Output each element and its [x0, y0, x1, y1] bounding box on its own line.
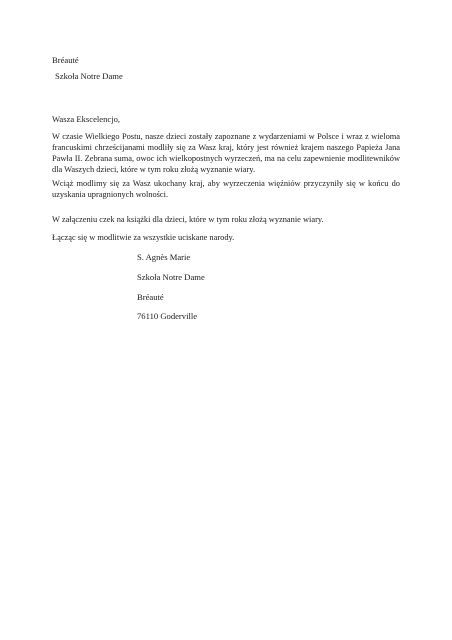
paragraph-3 — [52, 214, 400, 225]
paragraph-2 — [52, 178, 400, 200]
paragraph-1 — [52, 131, 400, 175]
paragraph-3-text: W załączeniu czek na książki dla dzieci, które w tym roku złożą wyznanie wiary. — [52, 215, 324, 224]
salutation: Wasza Ekscelencjo, — [52, 114, 121, 124]
paragraph-4 — [52, 232, 400, 243]
signature-school: Szkoła Notre Dame — [137, 272, 205, 282]
paragraph-4-text: Łącząc się w modlitwie za wszystkie uciskane narody. — [52, 233, 235, 242]
signature-town: Bréauté — [137, 292, 164, 302]
header-place: Bréauté — [52, 55, 79, 65]
signature-name: S. Agnès Marie — [137, 252, 191, 262]
signature-postal: 76110 Goderville — [137, 311, 198, 321]
paragraph-1-text: W czasie Wielkiego Postu, nasze dzieci zostały zapoznane z wydarzeniami w Polsce i wraz z wieloma francuskimi chrześcijanami modliły się za Wasz kraj, który jest również krajem naszego Papieża Jana Pawła II. Zebrana suma, owoc ich wielkopostnych wyrzeczeń, ma na celu zapewnienie modlitewników dla Waszych dzieci, które w tym roku złożą wyznanie wiary. — [52, 132, 400, 174]
paragraph-2-text: Wciąż modlimy się za Wasz ukochany kraj, aby wyrzeczenia więźniów przyczyniły się w końcu do uzyskania upragnionych wolności. — [52, 179, 400, 199]
header-school: Szkoła Notre Dame — [55, 71, 123, 81]
